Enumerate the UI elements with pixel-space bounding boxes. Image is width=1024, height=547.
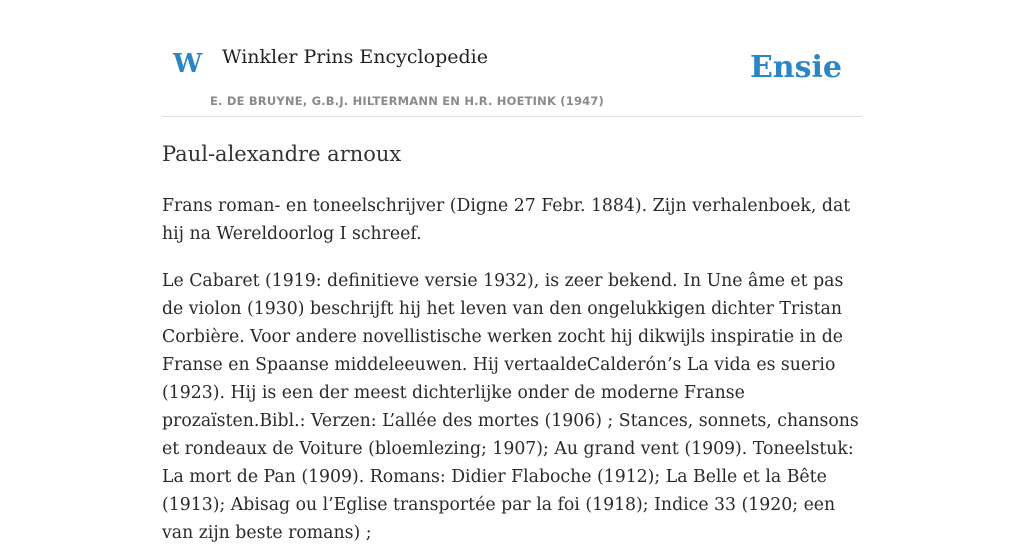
ensie-logo[interactable]: Ensie: [749, 50, 842, 85]
article-paragraph-2: Le Cabaret (1919: definitieve versie 1932), is zeer bekend. In Une âme et pas de violon (1930) beschrijft hij het leven van den ongelukkigen dichter Tristan Corbière. Voor andere novellistische werken zocht hij dikwijls inspiratie in de Franse en Spaanse middeleeuwen. Hij vertaaldeCalderón’s La vida es suerio (1923). Hij is een der meest dichterlijke onder de moderne Franse prozaïsten.Bibl.: Verzen: L’allée des mortes (1906) ; Stances, sonnets, chansons et rondeaux de Voiture (bloemlezing; 1907); Au grand vent (1909). Toneelstuk: La mort de Pan (1909). Romans: Didier Flaboche (1912); La Belle et la Bête (1913); Abisag ou l’Eglise transportée par la foi (1918); Indice 33 (1920; een van zijn beste romans) ;: [162, 271, 859, 543]
site-title[interactable]: Winkler Prins Encyclopedie: [222, 46, 488, 68]
article-title: Paul-alexandre arnoux: [162, 142, 402, 166]
article-content: [162, 138, 862, 547]
site-header: [162, 0, 862, 117]
winkler-prins-logo[interactable]: W: [173, 49, 203, 79]
source-authors: E. DE BRUYNE, G.B.J. HILTERMANN EN H.R. HOETINK (1947): [210, 94, 605, 108]
article-paragraph-1: Frans roman- en toneelschrijver (Digne 27 Febr. 1884). Zijn verhalenboek, dat hij na Wereldoorlog I schreef.: [162, 196, 851, 244]
